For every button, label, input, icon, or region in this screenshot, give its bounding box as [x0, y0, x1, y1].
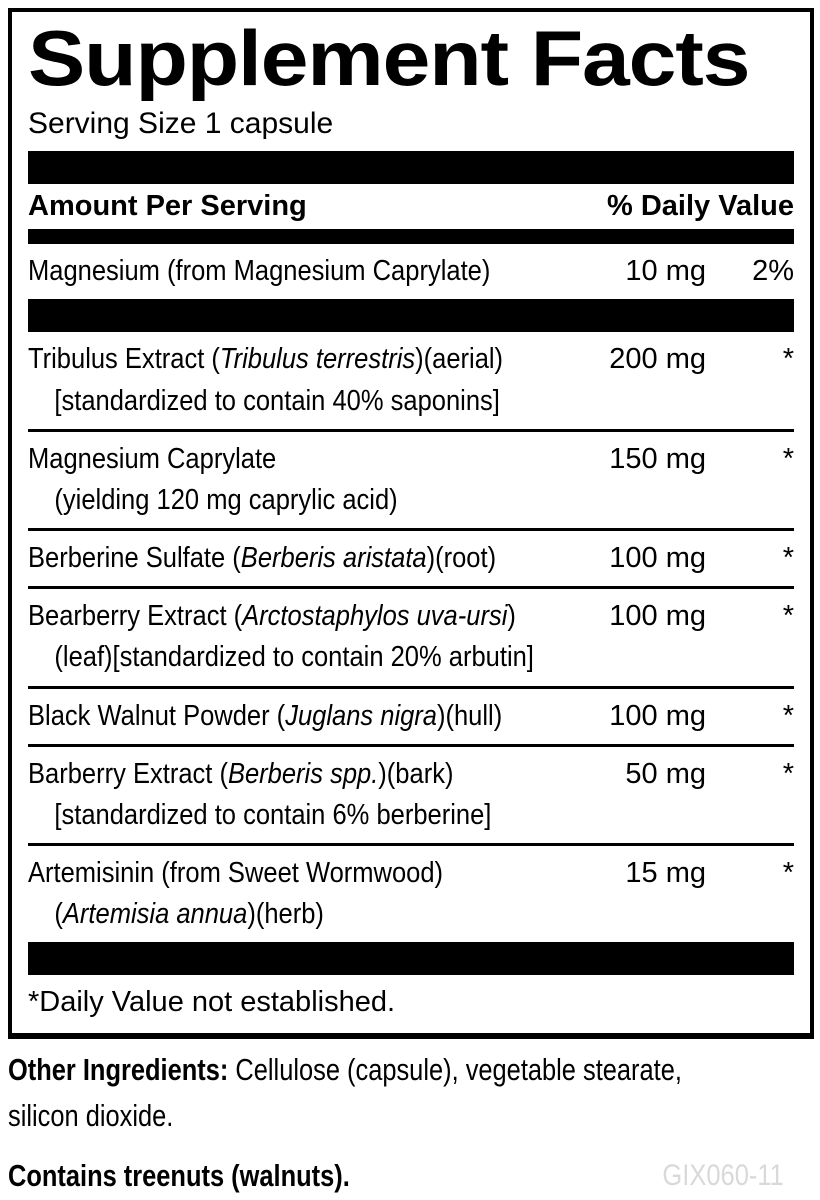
divider-thin-header — [28, 229, 794, 244]
ingredient-row — [28, 244, 794, 299]
divider-thick-bottom — [28, 942, 794, 975]
ingredient-row — [28, 843, 794, 942]
panel-title: Supplement Facts — [28, 14, 750, 102]
ingredient-daily-value: * — [782, 542, 794, 575]
ingredient-daily-value: * — [782, 699, 794, 732]
herb-ingredient-rows — [28, 332, 794, 942]
ingredient-row-main — [28, 251, 794, 292]
ingredient-name: Artemisinin (from Sweet Wormwood) — [28, 857, 444, 890]
ingredient-amount: 10 mg — [625, 255, 706, 288]
ingredient-name: Berberine Sulfate (Berberis aristata)(root) — [28, 542, 497, 575]
ingredient-detail: [standardized to contain 40% saponins] — [54, 384, 500, 417]
other-ingredients-text: Cellulose (capsule), vegetable stearate, — [228, 1052, 682, 1088]
other-ingredients-line-1 — [8, 1047, 682, 1093]
ingredient-name: Magnesium (from Magnesium Caprylate) — [28, 255, 491, 288]
ingredient-row — [28, 528, 794, 586]
ingredient-name: Tribulus Extract (Tribulus terrestris)(aerial) — [28, 343, 504, 376]
divider-thick-top — [28, 151, 794, 184]
allergen-statement: Contains treenuts (walnuts). — [8, 1157, 350, 1193]
ingredient-daily-value: * — [782, 442, 794, 475]
ingredient-amount: 100 mg — [609, 542, 706, 575]
primary-ingredient-rows — [28, 244, 794, 299]
ingredient-daily-value: 2% — [752, 255, 794, 288]
ingredient-amount: 100 mg — [609, 600, 706, 633]
other-ingredients-label: Other Ingredients: — [8, 1052, 229, 1088]
ingredient-name: Magnesium Caprylate — [28, 442, 277, 475]
ingredient-row-main — [28, 339, 794, 380]
ingredient-name: Black Walnut Powder (Juglans nigra)(hull) — [28, 699, 503, 732]
daily-value-footnote: *Daily Value not established. — [28, 986, 396, 1019]
ingredient-detail: (Artemisia annua)(herb) — [54, 898, 324, 931]
ingredient-amount: 50 mg — [625, 757, 706, 790]
ingredient-row-main — [28, 754, 794, 795]
divider-thick-middle — [28, 299, 794, 332]
ingredient-row — [28, 332, 794, 428]
ingredient-daily-value: * — [782, 600, 794, 633]
ingredient-row-main — [28, 596, 794, 637]
ingredient-row-main — [28, 538, 794, 579]
ingredient-amount: 150 mg — [609, 442, 706, 475]
ingredient-daily-value: * — [782, 757, 794, 790]
ingredient-amount: 200 mg — [609, 343, 706, 376]
allergen-row — [8, 1153, 784, 1199]
amount-per-serving-header: Amount Per Serving — [28, 190, 307, 223]
ingredient-name: Barberry Extract (Berberis spp.)(bark) — [28, 757, 454, 790]
ingredient-row — [28, 586, 794, 685]
column-header-row — [28, 184, 794, 229]
ingredient-row — [28, 429, 794, 528]
ingredient-detail: [standardized to contain 6% berberine] — [54, 798, 492, 831]
other-ingredients-line-2: silicon dioxide. — [8, 1097, 174, 1133]
ingredient-row-main — [28, 439, 794, 480]
ingredient-amount: 100 mg — [609, 699, 706, 732]
ingredient-row — [28, 744, 794, 843]
ingredient-detail: (leaf)[standardized to contain 20% arbutin] — [54, 641, 534, 674]
serving-size: Serving Size 1 capsule — [28, 107, 334, 141]
ingredient-name: Bearberry Extract (Arctostaphylos uva-ursi) — [28, 600, 516, 633]
ingredient-row-main — [28, 853, 794, 894]
ingredient-detail: (yielding 120 mg caprylic acid) — [54, 483, 398, 516]
facts-panel — [8, 8, 814, 1039]
ingredient-daily-value: * — [782, 343, 794, 376]
label-footer — [8, 1047, 814, 1199]
product-code: GIX060-11 — [662, 1159, 784, 1193]
ingredient-row — [28, 686, 794, 744]
ingredient-amount: 15 mg — [625, 857, 706, 890]
daily-value-header: % Daily Value — [607, 190, 794, 223]
ingredient-row-main — [28, 696, 794, 737]
ingredient-daily-value: * — [782, 857, 794, 890]
